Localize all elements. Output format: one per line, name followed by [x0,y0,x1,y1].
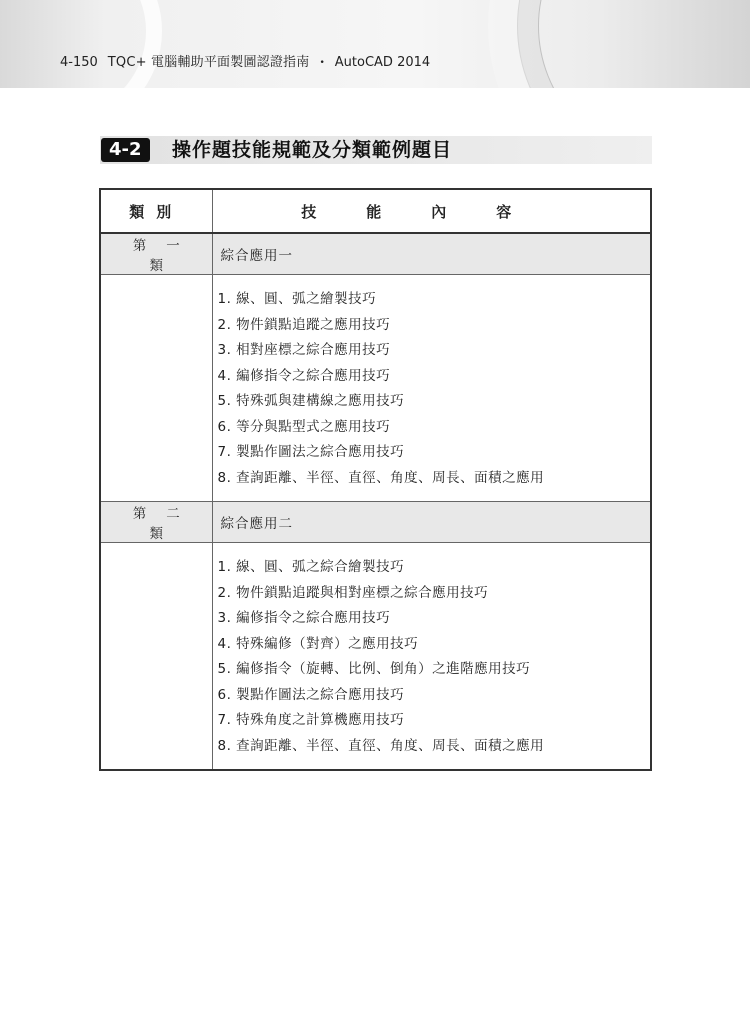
category-name: 第一類 [100,233,212,275]
list-item: 8. 查詢距離、半徑、直徑、角度、周長、面積之應用 [217,737,545,754]
list-item: 4. 編修指令之綜合應用技巧 [217,367,391,384]
section-title: 操作題技能規範及分類範例題目 [172,139,453,161]
skill-items-row [100,275,651,502]
table-header-row [100,189,651,233]
separator-dot: • [319,58,325,68]
page-number: 4-150 [60,55,98,70]
software-name: AutoCAD 2014 [334,55,431,70]
header-decoration [0,0,750,88]
skills-table [99,188,652,771]
category-name: 第二類 [100,502,212,543]
list-item: 5. 編修指令（旋轉、比例、倒角）之進階應用技巧 [217,661,531,677]
list-item: 5. 特殊弧與建構線之應用技巧 [217,393,405,409]
list-item: 6. 等分與點型式之應用技巧 [217,418,391,435]
header-category: 類別 [100,189,212,233]
list-item: 3. 編修指令之綜合應用技巧 [217,610,391,626]
list-item: 7. 特殊角度之計算機應用技巧 [217,712,405,728]
list-item: 2. 物件鎖點追蹤之應用技巧 [217,316,391,333]
list-item: 2. 物件鎖點追蹤與相對座標之綜合應用技巧 [217,584,489,601]
skill-list [213,275,651,501]
list-item: 1. 線、圓、弧之繪製技巧 [217,291,377,307]
skill-items-cell [212,275,651,502]
category-title: 綜合應用一 [212,233,651,275]
category-title: 綜合應用二 [212,502,651,543]
skill-items-cell [212,543,651,771]
list-item: 6. 製點作圖法之綜合應用技巧 [217,686,405,703]
category-row [100,502,651,543]
list-item: 3. 相對座標之綜合應用技巧 [217,342,391,358]
empty-cell [100,543,212,771]
empty-cell [100,275,212,502]
skill-items-row [100,543,651,771]
header-skill-content: 技能內容 [212,189,651,233]
skill-list [213,543,651,769]
section-number-badge: 4-2 [101,138,150,162]
category-row [100,233,651,275]
list-item: 8. 查詢距離、半徑、直徑、角度、周長、面積之應用 [217,469,545,486]
book-title: TQC+ 電腦輔助平面製圖認證指南 [107,55,310,70]
list-item: 7. 製點作圖法之綜合應用技巧 [217,444,405,460]
list-item: 1. 線、圓、弧之綜合繪製技巧 [217,559,405,575]
list-item: 4. 特殊編修（對齊）之應用技巧 [217,635,419,652]
running-head [60,51,430,70]
